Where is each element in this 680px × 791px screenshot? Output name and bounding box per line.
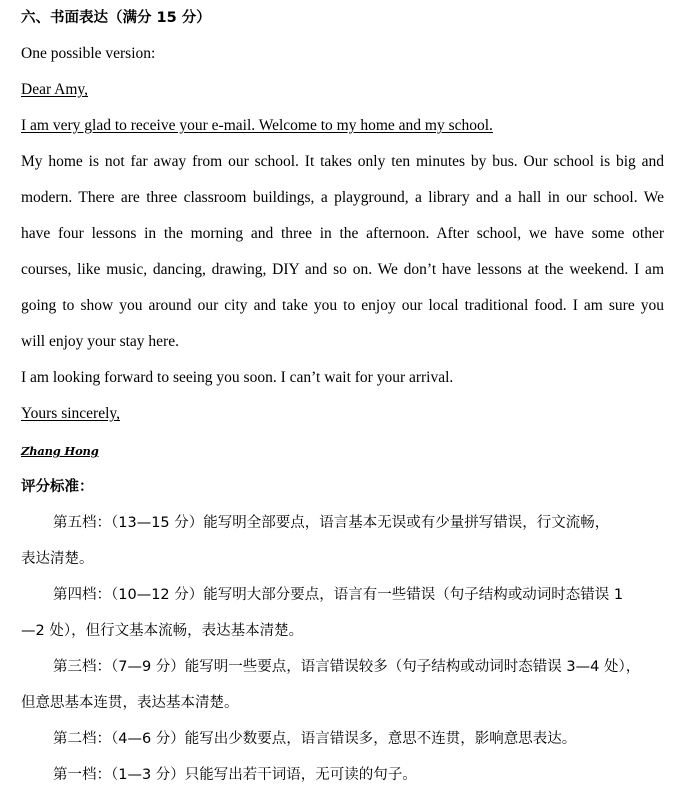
- criteria-line: 第二档：（4—6 分）能写出少数要点，语言错误多，意思不连贯，影响意思表达。: [53, 731, 577, 747]
- criteria-line: 第三档：（7—9 分）能写明一些要点，语言错误较多（句子结构或动词时态错误 3—4 处），: [53, 659, 641, 675]
- letter-signature: Zhang Hong: [21, 444, 99, 458]
- section-heading: 六、书面表达（满分 15 分）: [21, 10, 211, 26]
- criteria-line: 但意思基本连贯，表达基本清楚。: [21, 695, 239, 711]
- letter-body-line: courses, like music, dancing, drawing, DIY and so on. We don’t have lessons at the weekend. I am: [21, 261, 664, 278]
- letter-closing-line: I am looking forward to seeing you soon. I can’t wait for your arrival.: [21, 369, 454, 386]
- letter-body-line: modern. There are three classroom buildings, a playground, a library and a hall in our school. We: [21, 189, 664, 206]
- criteria-line: 第五档：（13—15 分）能写明全部要点，语言基本无误或有少量拼写错误，行文流畅，: [53, 515, 610, 531]
- intro-text: One possible version:: [21, 45, 156, 62]
- criteria-line: 第四档：（10—12 分）能写明大部分要点，语言有一些错误（句子结构或动词时态错误 1: [53, 587, 624, 603]
- letter-body-line: have four lessons in the morning and three in the afternoon. After school, we have some other: [21, 225, 664, 242]
- letter-body-line: going to show you around our city and take you to enjoy our local traditional food. I am sure you: [21, 297, 664, 314]
- letter-body-line: My home is not far away from our school. It takes only ten minutes by bus. Our school is big and: [21, 153, 664, 170]
- letter-body-line: will enjoy your stay here.: [21, 333, 179, 350]
- criteria-line: 表达清楚。: [21, 551, 94, 567]
- criteria-title: 评分标准：: [21, 479, 94, 495]
- criteria-line: —2 处），但行文基本流畅，表达基本清楚。: [21, 623, 304, 639]
- letter-sign-off: Yours sincerely,: [21, 405, 121, 422]
- letter-greeting: Dear Amy,: [21, 81, 89, 98]
- letter-welcome-line: I am very glad to receive your e-mail. Welcome to my home and my school.: [21, 117, 493, 134]
- criteria-line: 第一档：（1—3 分）只能写出若干词语，无可读的句子。: [53, 767, 417, 783]
